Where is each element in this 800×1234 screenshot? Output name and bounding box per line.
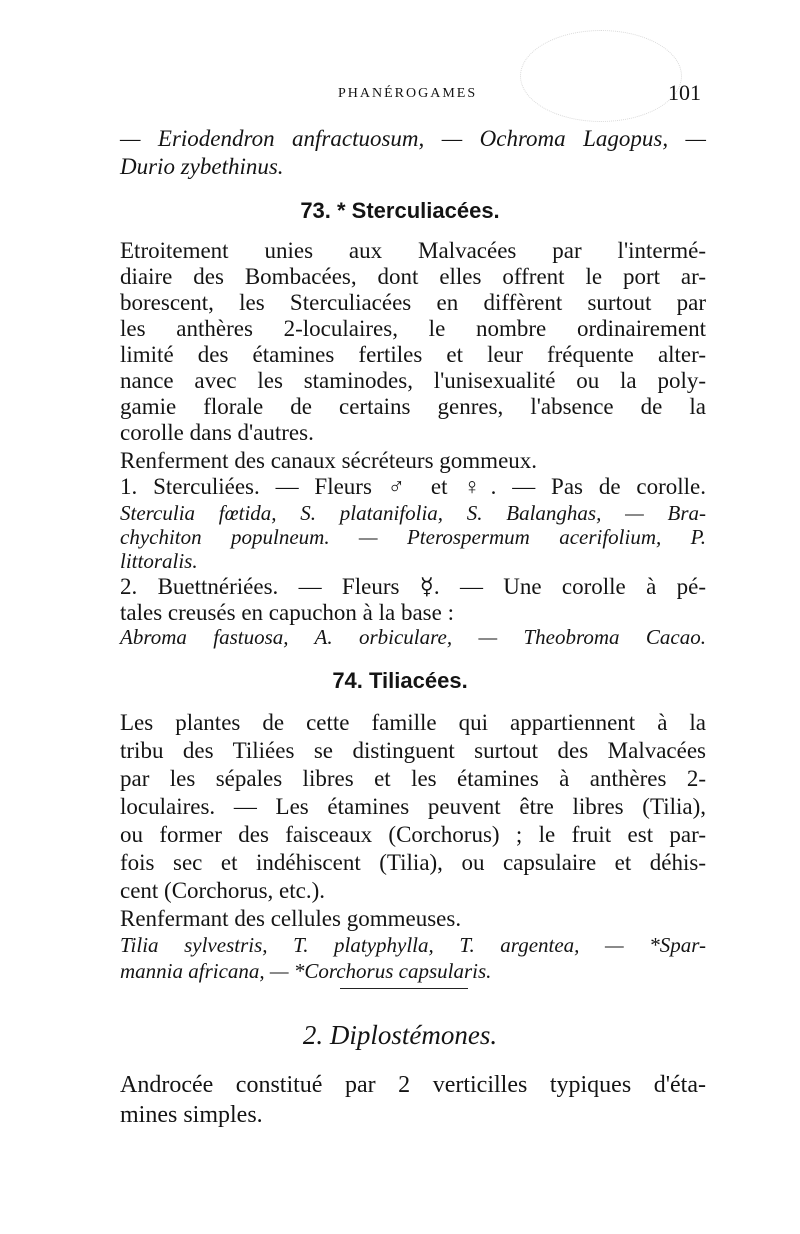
paragraph-line: Les plantes de cette famille qui appartiennent à la [120,710,706,735]
page-header [0,80,800,116]
secretory-canals-line: Renferment des canaux sécréteurs gommeux. [120,448,538,473]
paragraph-line: loculaires. — Les étamines peuvent être libres (Tilia), [120,794,706,819]
intro-line: — Eriodendron anfractuosum, — Ochroma Lagopus, — [120,126,706,151]
paragraph-line: borescent, les Sterculiacées en diffèrent surtout par [120,290,706,315]
paragraph-line: limité des étamines fertiles et leur fréquente alter- [120,342,706,367]
paragraph-line: Etroitement unies aux Malvacées par l'intermé- [120,238,706,263]
page-number: 101 [668,80,701,105]
intro-line: Durio zybethinus. [120,154,284,179]
paragraph-line: ou former des faisceaux (Corchorus) ; le fruit est par- [120,822,706,847]
tribe-sterculiees: 1. Sterculiées. — Fleurs ♂ et ♀. — Pas de corolle. [120,474,706,499]
family-heading-tiliacees: 74. Tiliacées. [332,668,468,693]
species-line: Sterculia fœtida, S. platanifolia, S. Balanghas, — Bra- [120,501,706,525]
paragraph-line: par les sépales libres et les étamines à anthères 2- [120,766,706,791]
paragraph-line: les anthères 2-loculaires, le nombre ordinairement [120,316,706,341]
species-line: mannia africana, — *Corchorus capsularis. [120,959,492,983]
running-head: PHANÉROGAMES [338,86,478,101]
species-line: Tilia sylvestris, T. platyphylla, T. argentea, — *Spar- [120,933,706,957]
section-divider [340,988,468,989]
species-line: chychiton populneum. — Pterospermum acerifolium, P. [120,525,706,549]
tribe-buettneriees: 2. Buettnériées. — Fleurs ☿. — Une corolle à pé- [120,574,706,599]
paragraph-line: nance avec les staminodes, l'unisexualité ou la poly- [120,368,706,393]
family-heading-sterculiacees: 73. * Sterculiacées. [300,198,500,223]
tribe-buettneriees-cont: tales creusés en capuchon à la base : [120,600,454,625]
paragraph-line: diaire des Bombacées, dont elles offrent le port ar- [120,264,706,289]
species-line: littoralis. [120,549,198,573]
paragraph-line: tribu des Tiliées se distinguent surtout des Malvacées [120,738,706,763]
species-line: Abroma fastuosa, A. orbiculare, — Theobroma Cacao. [120,625,706,649]
paragraph-line: corolle dans d'autres. [120,420,314,445]
section-heading-diplostemones: 2. Diplostémones. [302,1020,498,1050]
paragraph-line: Androcée constitué par 2 verticilles typiques d'éta- [120,1072,706,1098]
paragraph-line: gamie florale de certains genres, l'absence de la [120,394,706,419]
mucilage-cells-line: Renfermant des cellules gommeuses. [120,906,462,931]
paragraph-line: fois sec et indéhiscent (Tilia), ou capsulaire et déhis- [120,850,706,875]
paragraph-line: mines simples. [120,1102,263,1128]
paragraph-line: cent (Corchorus, etc.). [120,878,326,903]
